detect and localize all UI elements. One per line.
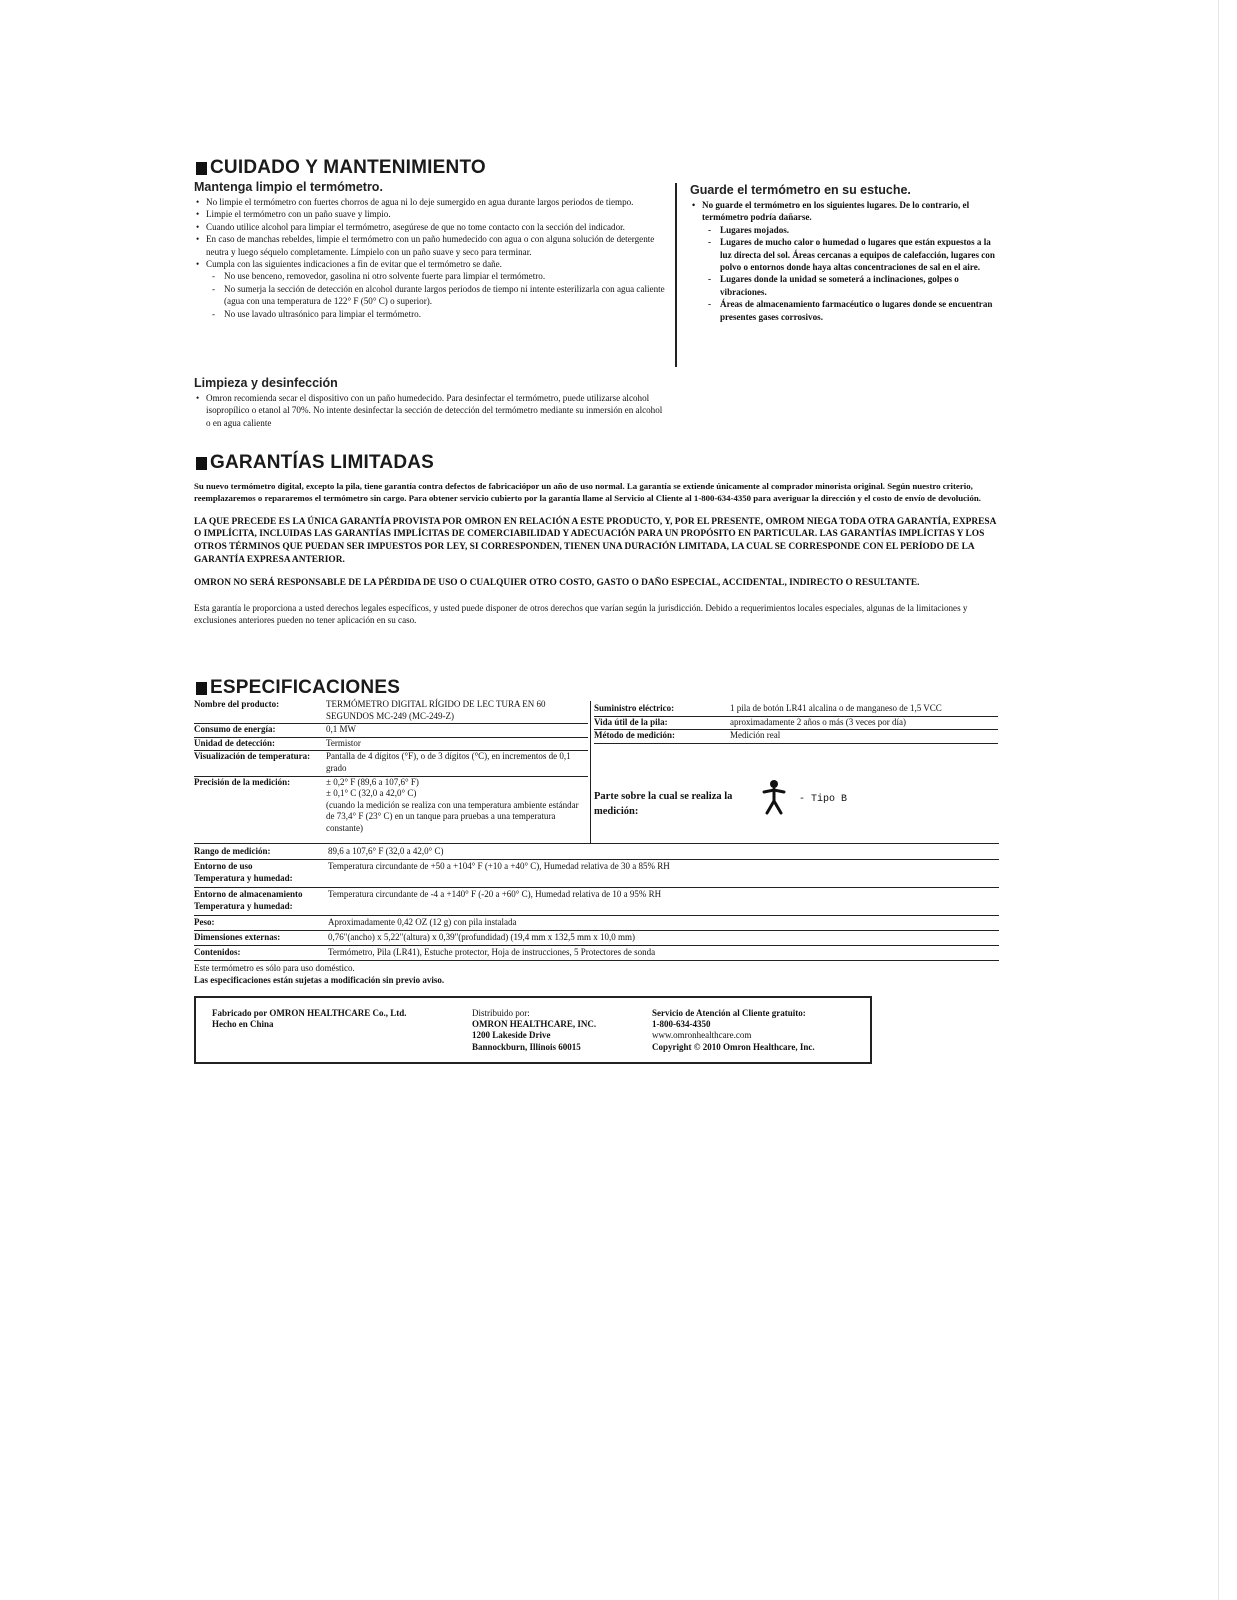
care-title-text: CUIDADO Y MANTENIMIENTO [210,157,486,178]
table-row [194,861,999,884]
section-square-icon [196,682,207,695]
spec-label: Peso: [194,917,215,927]
spec-value: Aproximadamente 0,42 OZ (12 g) con pila instalada [328,917,517,927]
table-row [194,889,999,912]
spec-label: Rango de medición: [194,846,271,856]
warranty-title-text: GARANTÍAS LIMITADAS [210,452,435,473]
list-item: • Limpie el termómetro con un paño suave y limpio. [194,208,669,220]
specs-section-title [196,677,400,699]
sub-list-item: - Lugares mojados. [702,224,998,236]
spec-note: Este termómetro es sólo para uso doméstico. [194,963,355,973]
list-item [690,199,998,323]
disinfection-list [194,392,669,429]
list-item [194,258,669,320]
list-item: • En caso de manchas rebeldes, limpie el termómetro con un paño humedecido con agua o con alguna solución de detergente neutra y luego séquelo completamente. Límpielo con un paño suave y seco para terminar. [194,233,669,258]
spec-label: Entorno de almacenamiento [194,889,303,899]
storage-list [690,199,998,323]
storage-block [690,183,998,323]
table-row [594,716,998,730]
storage-sublist [702,224,998,323]
page-edge [1218,0,1219,1600]
table-row [594,703,998,716]
section-square-icon [196,457,207,470]
spec-label: Suministro eléctrico: [594,703,730,716]
footer-distributor [472,1008,596,1053]
footer-manufacturer [212,1008,407,1030]
column-divider [675,183,677,367]
sub-list-item: - Lugares donde la unidad se someterá a inclinaciones, golpes o vibraciones. [702,273,998,298]
storage-heading: Guarde el termómetro en su estuche. [690,183,911,197]
list-item: • Cuando utilice alcohol para limpiar el termómetro, asegúrese de que no tome contacto con la sección del indicador. [194,221,669,233]
table-row [194,846,999,858]
list-item-text: Cumpla con las siguientes indicaciones a fin de evitar que el termómetro se dañe. [206,259,502,270]
spec-value: Temperatura circundante de -4 a +140° F (-20 a +60° C), Humedad relativa de 10 a 95% RH [328,889,662,899]
specs-left-table [194,699,588,836]
spec-label: Consumo de energía: [194,724,326,738]
spec-value: 89,6 a 107,6° F (32,0 a 42,0° C) [328,846,444,856]
spec-label: Unidad de detección: [194,737,326,751]
spec-note: Las especificaciones están sujetas a modificación sin previo aviso. [194,975,445,985]
spec-value: Termistor [326,737,588,751]
keep-clean-heading: Mantenga limpio el termómetro. [194,180,383,194]
care-section-title [196,157,486,179]
specs-divider [590,701,591,843]
section-square-icon [196,162,207,175]
spec-label: Visualización de temperatura: [194,751,326,776]
spec-value: Temperatura circundante de +50 a +104° F (+10 a +40° C), Humedad relativa de 30 a 85% RH [328,861,670,871]
spec-value: aproximadamente 2 años o más (3 veces por día) [730,716,998,730]
table-row [194,917,999,929]
keep-clean-list [194,196,669,320]
footer-line: Servicio de Atención al Cliente gratuito: [652,1008,806,1018]
spec-label: Temperatura y humedad: [194,900,293,911]
divider [194,945,999,946]
list-item: • Omron recomienda secar el dispositivo con un paño humedecido. Para desinfectar el termómetro, puede utilizarse alcohol isopropílico o etanol al 70%. No intente desinfectar la sección de detección del termómetro mediante su inmersión en alcohol o en agua caliente [194,392,669,429]
sub-list-item: - No use benceno, removedor, gasolina ni otro solvente fuerte para limpiar el termómetro. [206,270,669,282]
manufacturer-footer-box [194,996,872,1064]
footer-line: Copyright © 2010 Omron Healthcare, Inc. [652,1041,815,1052]
table-row [194,737,588,751]
type-b-label: - Tipo B [799,794,848,805]
table-row [194,724,588,738]
specs-right-table [594,703,998,744]
footer-line: 1200 Lakeside Drive [472,1030,551,1041]
spec-value: ± 0,2° F (89,6 a 107,6° F) ± 0,1° C (32,0 a 42,0° C) (cuando la medición se realiza con una temperatura ambiente estándar de 73,4° F (23° C) en un tanque para pruebas a una temperatura constante) [326,776,579,833]
footer-line: www.omronhealthcare.com [652,1030,752,1041]
spec-value: 0,1 MW [326,724,588,738]
list-item-text: No guarde el termómetro en los siguientes lugares. De lo contrario, el termómetro podría dañarse. [702,200,970,223]
warranty-section-title [196,452,434,474]
spec-label: Nombre del producto: [194,699,326,724]
spec-label: Precisión de la medición: [194,776,291,787]
divider [194,843,999,844]
spec-value: TERMÓMETRO DIGITAL RÍGIDO DE LEC TURA EN 60 SEGUNDOS MC-249 (MC-249-Z) [326,699,588,724]
footer-line: Distribuido por: [472,1008,530,1018]
sub-list-item: - No sumerja la sección de detección en alcohol durante largos períodos de tiempo ni intente esterilizarla con agua caliente (agua con una temperatura de 122° F (50° C) o superior). [206,283,669,308]
sub-list-item: - Lugares de mucho calor o humedad o lugares que están expuestos a la luz directa del sol. Áreas cercanas a equipos de calefacción, lugares con polvo o entornos donde haya altas concentraciones de sal en el aire. [702,236,998,273]
warranty-liability: OMRON NO SERÁ RESPONSABLE DE LA PÉRDIDA DE USO O CUALQUIER OTRO COSTO, GASTO O DAÑO ESPECIAL, ACCIDENTAL, INDIRECTO O RESULTANTE. [194,578,920,589]
footer-line: 1-800-634-4350 [652,1019,711,1030]
warranty-disclaimer: LA QUE PRECEDE ES LA ÚNICA GARANTÍA PROVISTA POR OMRON EN RELACIÓN A ESTE PRODUCTO, Y, POR EL PRESENTE, OMROM NIEGA TODA OTRA GARANTÍA, EXPRESA O IMPLÍCITA, INCLUIDAS LAS GARANTÍAS IMPLÍCITAS DE COMERCIABILIDAD Y ADECUACIÓN PARA UN PROPÓSITO EN PARTICULAR. LAS GARANTÍAS IMPLÍCITAS Y LOS OTROS TÉRMINOS QUE PUEDAN SER IMPUESTOS POR LEY, SI CORRESPONDEN, TIENEN UNA DURACIÓN LIMITADA, LA CUAL SE CORRESPONDE CON EL PERÍODO DE LA GARANTÍA EXPRESA ANTERIOR. [194,516,996,565]
spec-label: Contenidos: [194,947,241,957]
keep-clean-block [194,180,669,320]
divider [194,930,999,931]
person-type-b-icon [760,779,788,815]
footer-line: Hecho en China [212,1019,274,1030]
spec-value: 1 pila de botón LR41 alcalina o de manganeso de 1,5 VCC [730,703,998,716]
divider [194,915,999,916]
specs-notes [194,962,994,986]
sub-list-item: - No use lavado ultrasónico para limpiar el termómetro. [206,308,669,320]
spec-value: 0,76"(ancho) x 5,22"(altura) x 0,39"(profundidad) (19,4 mm x 132,5 mm x 10,0 mm) [328,932,635,942]
spec-label: Vida útil de la pila: [594,716,730,730]
spec-label: Dimensiones externas: [194,932,281,942]
spec-value: Pantalla de 4 dígitos (°F), o de 3 dígitos (°C), en incrementos de 0,1 grado [326,751,588,776]
spec-label: Método de medición: [594,730,730,744]
keep-clean-sublist [206,270,669,320]
specs-title-text: ESPECIFICACIONES [210,677,401,698]
spec-value: Medición real [730,730,998,744]
spec-value: Termómetro, Pila (LR41), Estuche protector, Hoja de instrucciones, 5 Protectores de sonda [328,947,656,957]
table-row [194,947,999,959]
table-row [594,730,998,744]
footer-line: Fabricado por OMRON HEALTHCARE Co., Ltd. [212,1008,407,1018]
warranty-paragraph: Su nuevo termómetro digital, excepto la pila, tiene garantía contra defectos de fabricaciópor un año de uso normal. La garantía se extiende únicamente al comprador minorista original. Según nuestro criterio, reemplazaremos o repararemos el termómetro sin cargo. Para obtener servicio cubierto por la garantía llame al Servicio al Cliente al 1-800-634-4350 para averiguar la dirección y el costo de envío de devolución. [194,481,981,504]
disinfection-block [194,376,669,429]
table-row [194,776,588,835]
table-row [194,699,588,724]
sub-list-item: - Áreas de almacenamiento farmacéutico o lugares donde se encuentran presentes gases corrosivos. [702,298,998,323]
divider [194,859,999,860]
divider [194,960,999,961]
table-row [194,751,588,776]
warranty-body [194,480,1000,627]
disinfection-heading: Limpieza y desinfección [194,376,338,390]
spec-label: Temperatura y humedad: [194,872,293,883]
warranty-rights: Esta garantía le proporciona a usted derechos legales específicos, y usted puede disponer de otros derechos que varían según la jurisdicción. Debido a requerimientos locales especiales, algunas de la limitaciones y exclusiones anteriores pueden no tener aplicación en su caso. [194,602,968,626]
measurement-part-label: Parte sobre la cual se realiza la medición: [594,791,733,817]
divider [194,887,999,888]
table-row [194,932,999,944]
footer-customer-service [652,1008,815,1053]
list-item: • No limpie el termómetro con fuertes chorros de agua ni lo deje sumergido en agua durante largos periodos de tiempo. [194,196,669,208]
footer-line: OMRON HEALTHCARE, INC. [472,1019,597,1030]
spec-label: Entorno de uso [194,861,253,871]
footer-line: Bannockburn, Illinois 60015 [472,1041,581,1052]
